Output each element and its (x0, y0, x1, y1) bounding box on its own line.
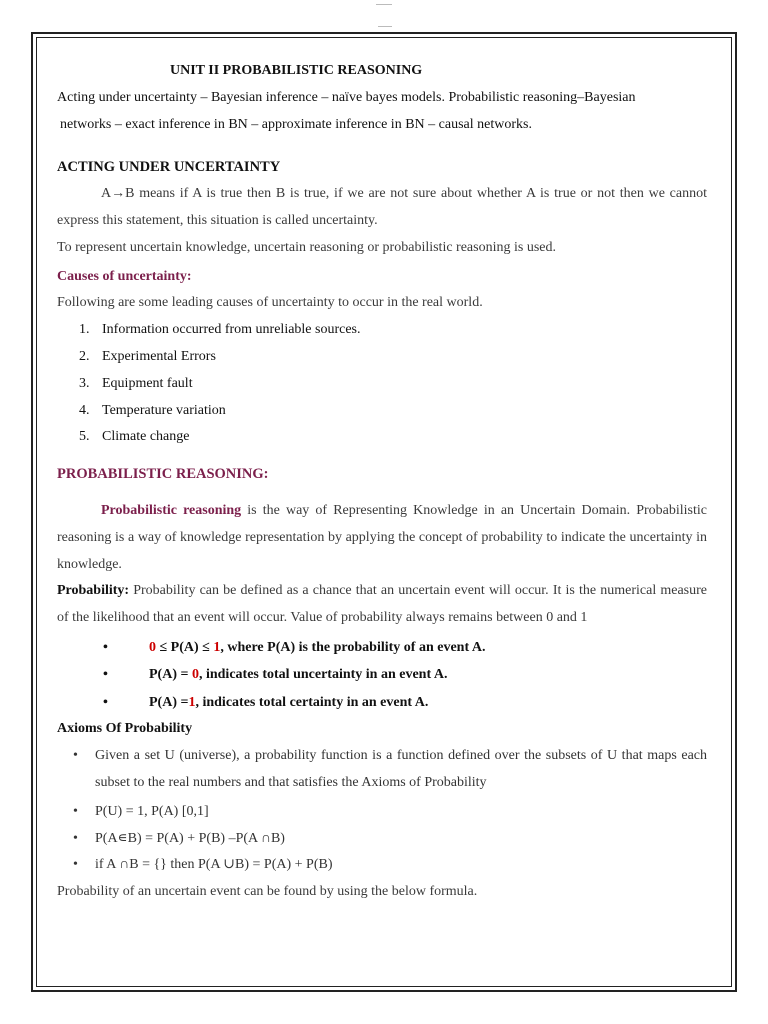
list-item: • P(U) = 1, P(A) [0,1] (57, 799, 707, 826)
probability-definition: Probability: Probability can be defined as a chance that an uncertain event will occur. It is the numerical measure of the likelihood that an event will occur. Value of probability always remains between 0 and 1 (57, 583, 707, 626)
acting-paragraph-1 (57, 181, 707, 235)
list-item: 5. Climate change (79, 429, 190, 445)
bullet-icon: • (73, 830, 78, 846)
list-item: • if A ∩B = {} then P(A ∪B) = P(A) + P(B) (57, 852, 707, 879)
acting-paragraph-2: To represent uncertain knowledge, uncertain reasoning or probabilistic reasoning is used. (57, 239, 556, 255)
document-body (57, 58, 707, 906)
bullet-icon: • (103, 639, 108, 655)
causes-list (57, 317, 707, 451)
probabilistic-reasoning-paragraph: Probabilistic reasoning is the way of Representing Knowledge in an Uncertain Domain. Probabilistic reasoning is a way of knowledge representation by applying the concept of probability to indicate the uncertainty in knowledge. (57, 502, 707, 572)
list-item: • P(A) =1, indicates total certainty in an event A. (57, 689, 707, 717)
causes-heading: Causes of uncertainty: (57, 268, 192, 284)
axioms-heading: Axioms Of Probability (57, 721, 193, 737)
probability-range-list (57, 634, 707, 717)
header-rule (378, 26, 392, 27)
bullet-icon: • (73, 857, 78, 873)
list-item: 4. Temperature variation (79, 402, 226, 418)
bullet-icon: • (103, 667, 108, 683)
probabilistic-reasoning-heading: PROBABILISTIC REASONING: (57, 466, 269, 483)
syllabus-line-2: networks – exact inference in BN – approximate inference in BN – causal networks. (60, 116, 532, 132)
list-item: • Given a set U (universe), a probability function is a function defined over the subsets of U that maps each subset to the real numbers and that satisfies the Axioms of Probability (57, 743, 707, 797)
acting-heading: ACTING UNDER UNCERTAINTY (57, 159, 281, 176)
axioms-list (57, 743, 707, 879)
syllabus-line-1: Acting under uncertainty – Bayesian inference – naïve bayes models. Probabilistic reasoning–Bayesian (57, 89, 636, 105)
causes-intro: Following are some leading causes of uncertainty to occur in the real world. (57, 295, 483, 311)
probabilistic-reasoning-term: Probabilistic reasoning (101, 502, 242, 518)
unit-title: UNIT II PROBABILISTIC REASONING (170, 63, 423, 78)
bullet-icon: • (103, 694, 108, 710)
list-item: • P(A∊B) = P(A) + P(B) –P(A ∩B) (57, 826, 707, 853)
bullet-icon: • (73, 803, 78, 819)
acting-paragraph-1-text: A→B means if A is true then B is true, if we are not sure about whether A is true or not then we cannot express this statement, this situation is called uncertainty. (57, 186, 707, 228)
closing-line: Probability of an uncertain event can be found by using the below formula. (57, 884, 478, 900)
list-item: • 0 ≤ P(A) ≤ 1, where P(A) is the probability of an event A. (57, 634, 707, 662)
probability-label: Probability: (57, 583, 130, 599)
header-mark (376, 0, 392, 5)
list-item: • P(A) = 0, indicates total uncertainty in an event A. (57, 661, 707, 689)
list-item: 1. Information occurred from unreliable sources. (79, 322, 361, 338)
bullet-icon: • (73, 748, 78, 764)
list-item: 2. Experimental Errors (79, 348, 216, 364)
list-item: 3. Equipment fault (79, 375, 193, 391)
